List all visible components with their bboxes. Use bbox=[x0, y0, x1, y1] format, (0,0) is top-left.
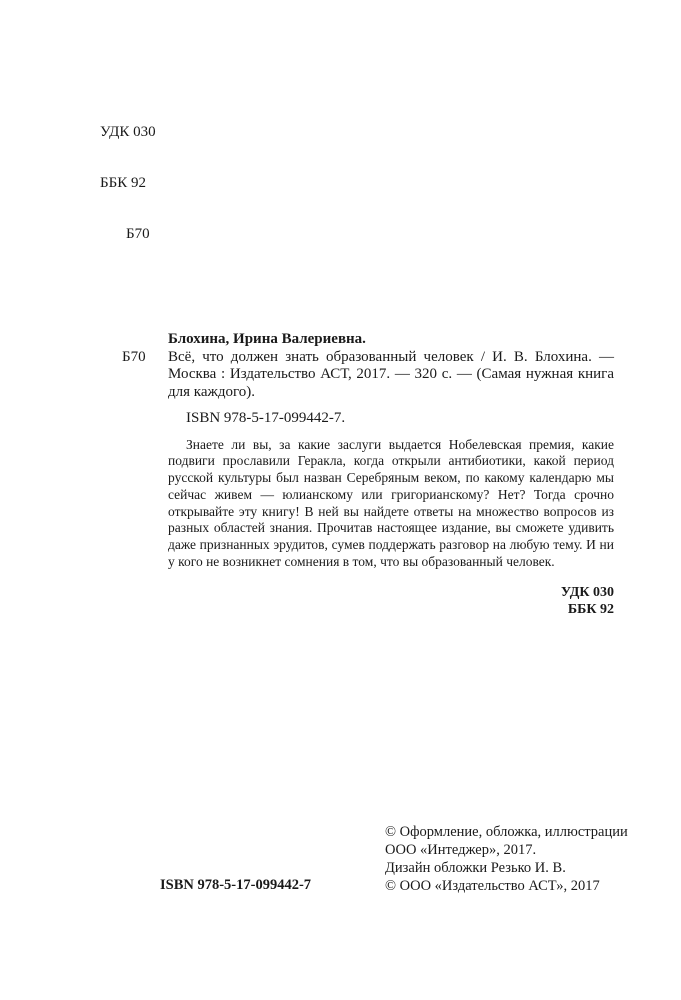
copyright-line: © Оформление, обложка, иллюстрации bbox=[385, 824, 628, 840]
bibliographic-card bbox=[168, 331, 614, 584]
copyright-line: Дизайн обложки Резько И. В. bbox=[385, 860, 566, 876]
copyright-block bbox=[385, 823, 628, 895]
bbk-code-right: ББК 92 bbox=[567, 602, 614, 617]
udk-code-right: УДК 030 bbox=[560, 585, 614, 600]
isbn-bottom: ISBN 978-5-17-099442-7 bbox=[160, 877, 312, 893]
bibliographic-description: Всё, что должен знать образованный человек / И. В. Блохина. — Москва : Издательство АСТ, 2017. — 320 с. — (Самая нужная книга для каждого). bbox=[168, 348, 614, 400]
top-classification-codes bbox=[100, 90, 156, 277]
isbn-line: ISBN 978-5-17-099442-7. bbox=[186, 410, 346, 426]
author-sign-code-margin: Б70 bbox=[122, 349, 146, 365]
author-sign-code-top: Б70 bbox=[126, 226, 150, 242]
udk-code-top: УДК 030 bbox=[100, 124, 156, 140]
copyright-line: © ООО «Издательство АСТ», 2017 bbox=[385, 878, 600, 894]
copyright-line: ООО «Интеджер», 2017. bbox=[385, 842, 537, 858]
author-heading: Блохина, Ирина Валериевна. bbox=[168, 331, 366, 347]
bottom-classification-codes bbox=[561, 584, 614, 618]
bbk-code-top: ББК 92 bbox=[100, 175, 146, 191]
annotation-text: Знаете ли вы, за какие заслуги выдается Нобелевская премия, какие подвиги прославили Геракла, когда открыли антибиотики, какой период русской культуры был назван Серебряным веком, по какому календарю мы сейчас живем — юлианскому или григорианскому? Нет? Тогда срочно открывайте эту книгу! В ней вы найдете ответы на множество вопросов из разных областей знания. Прочитав настоящее издание, вы сможете удивить даже признанных эрудитов, сумев поддержать разговор на любую тему. И ни у кого не возникнет сомнения в том, что вы образованный человек. bbox=[168, 436, 614, 570]
